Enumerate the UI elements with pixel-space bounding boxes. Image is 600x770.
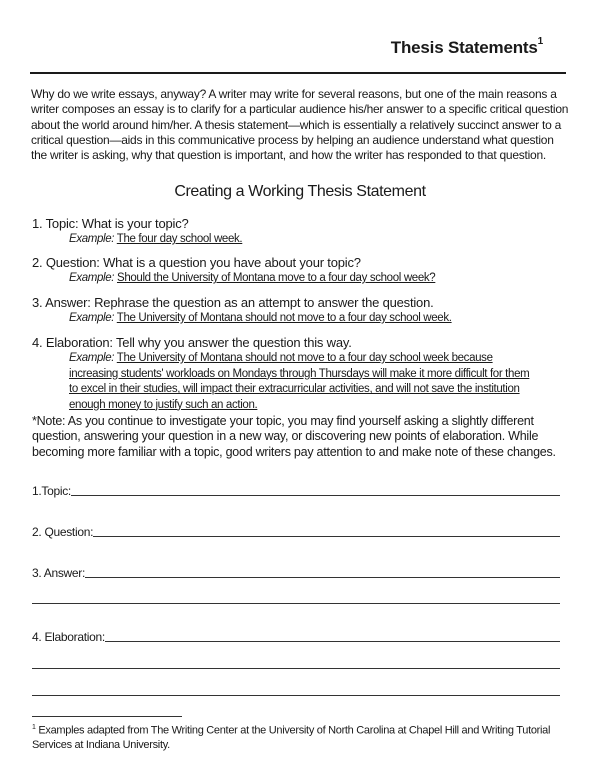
example-label: Example: bbox=[69, 312, 115, 324]
step-prompt: 3. Answer: Rephrase the question as an attempt to answer the question. bbox=[32, 295, 434, 310]
topic-field bbox=[32, 481, 560, 498]
page-title bbox=[391, 38, 543, 58]
question-label: 2. Question: bbox=[32, 525, 94, 539]
note-paragraph: *Note: As you continue to investigate your topic, you may find yourself asking a slightly different question, answering your question in a new way, or discovering new points of elaboration. While becoming more familiar with a topic, good writers pay attention to and make note of these changes. bbox=[32, 414, 556, 459]
footnote-rule bbox=[32, 716, 182, 717]
elaboration-input-line-2[interactable] bbox=[32, 654, 560, 669]
example-text: The four day school week. bbox=[116, 233, 243, 245]
elaboration-field bbox=[32, 627, 560, 644]
topic-label: 1.Topic: bbox=[32, 484, 71, 498]
step-prompt: 2. Question: What is a question you have about your topic? bbox=[32, 255, 361, 270]
section-heading: Creating a Working Thesis Statement bbox=[174, 183, 426, 200]
step-elaboration bbox=[32, 335, 572, 413]
step-answer bbox=[32, 295, 452, 327]
answer-label: 3. Answer: bbox=[32, 566, 86, 580]
example-label: Example: bbox=[69, 272, 115, 284]
step-example bbox=[69, 232, 242, 248]
example-label: Example: bbox=[69, 352, 115, 364]
elaboration-input[interactable] bbox=[105, 627, 560, 642]
step-question bbox=[32, 255, 435, 287]
topic-input[interactable] bbox=[71, 481, 560, 496]
footnote-marker: 1 bbox=[32, 724, 36, 731]
example-label: Example: bbox=[69, 233, 115, 245]
step-example bbox=[69, 351, 539, 413]
intro-paragraph: Why do we write essays, anyway? A writer may write for several reasons, but one of the main reasons a writer composes an essay is to clarify for a particular audience his/her answer to a specific critical question about the world around him/her. A thesis statement—which is essentially a relatively succinct answer to a critical question—aids in this communicative process by helping an audience understand what question the writer is asking, why that question is important, and how the writer has responded to that question. bbox=[31, 87, 569, 163]
step-prompt: 4. Elaboration: Tell why you answer the question this way. bbox=[32, 335, 352, 350]
title-footnote-marker: 1 bbox=[537, 36, 543, 48]
step-topic bbox=[32, 216, 242, 248]
question-input[interactable] bbox=[93, 522, 560, 537]
answer-input[interactable] bbox=[85, 563, 560, 578]
example-text: Should the University of Montana move to a four day school week? bbox=[117, 272, 436, 284]
page-title-text: Thesis Statements bbox=[390, 38, 538, 57]
example-text: The University of Montana should not move to a four day school week. bbox=[116, 312, 452, 324]
example-text: The University of Montana should not move to a four day school week because increasing students' workloads on Mondays through Thursdays will make it more difficult for them to excel in their studies, will impact their extracurricular activities, and will not save the institution enough money to justify such an action. bbox=[69, 352, 530, 411]
answer-input-line-2[interactable] bbox=[32, 589, 560, 604]
elaboration-input-line-3[interactable] bbox=[32, 681, 560, 696]
footnote-text: Examples adapted from The Writing Center at the University of North Carolina at Chapel Hill and Writing Tutorial Services at Indiana University. bbox=[32, 724, 551, 751]
step-prompt: 1. Topic: What is your topic? bbox=[32, 216, 189, 231]
question-field bbox=[32, 522, 560, 539]
elaboration-label: 4. Elaboration: bbox=[32, 630, 105, 644]
footnote bbox=[32, 721, 552, 752]
answer-field bbox=[32, 563, 560, 580]
header-rule bbox=[30, 72, 566, 74]
step-example bbox=[69, 271, 435, 287]
step-example bbox=[69, 311, 452, 327]
